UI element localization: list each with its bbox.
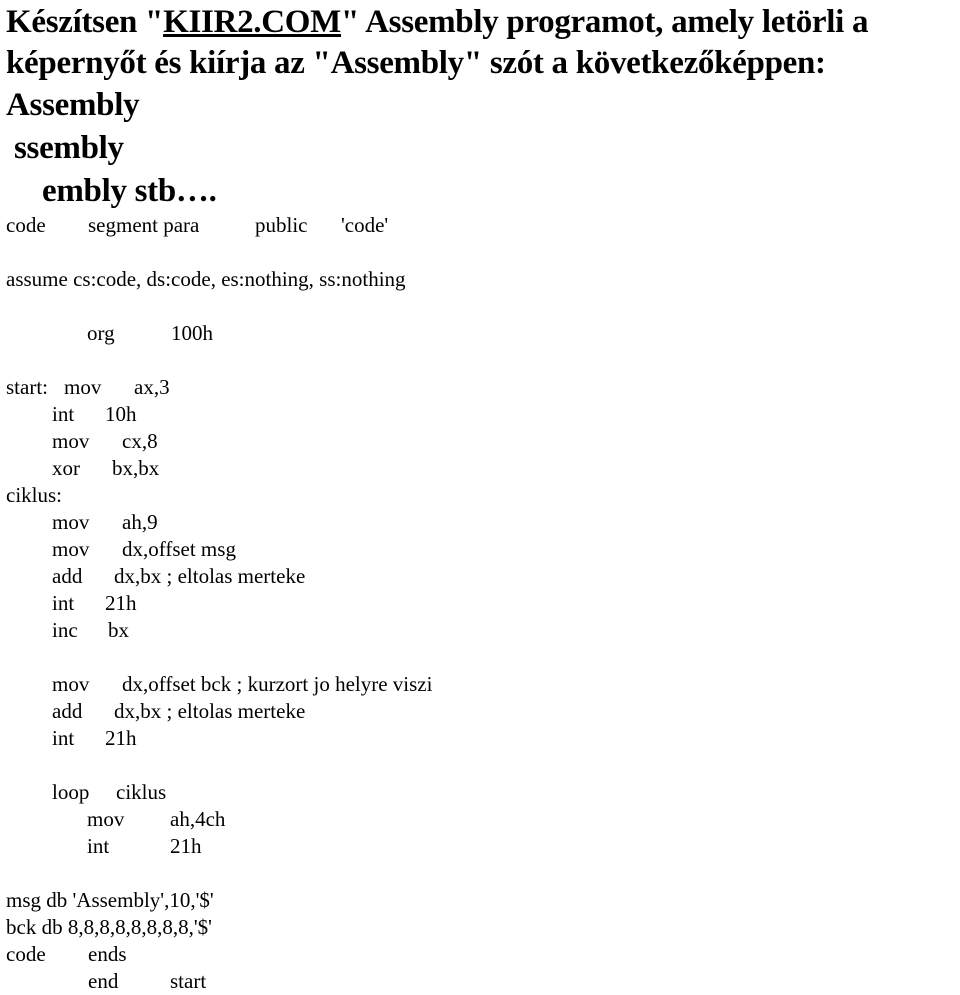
code-token: inc xyxy=(52,618,78,642)
code-token: end xyxy=(88,969,119,993)
code-line-6 xyxy=(52,428,158,455)
heading-line-5: embly stb…. xyxy=(42,173,217,209)
code-line-16 xyxy=(52,725,137,752)
kiir2-com-link[interactable]: KIIR2.COM xyxy=(163,4,341,40)
code-token: add xyxy=(52,699,83,723)
code-token: public xyxy=(255,213,308,237)
code-token: mov xyxy=(64,375,102,399)
code-token: dx,offset bck ; kurzort jo helyre viszi xyxy=(122,672,433,696)
code-line-13 xyxy=(52,617,129,644)
code-token: 'code' xyxy=(341,213,389,237)
code-line-11 xyxy=(52,563,305,590)
heading-line-1-pre: Készítsen " xyxy=(6,4,164,40)
code-token: 21h xyxy=(170,834,202,858)
code-token: bx xyxy=(108,618,129,642)
code-line-18 xyxy=(87,806,225,833)
heading-line-3: Assembly xyxy=(6,87,140,123)
code-token: mov xyxy=(52,537,90,561)
code-token: 21h xyxy=(105,726,137,750)
code-line-21: bck db 8,8,8,8,8,8,8,8,'$' xyxy=(6,915,212,939)
code-token: mov xyxy=(52,510,90,534)
code-token: ax,3 xyxy=(134,375,170,399)
code-token: 21h xyxy=(105,591,137,615)
code-line-8: ciklus: xyxy=(6,483,62,507)
heading-line-2: képernyőt és kiírja az "Assembly" szót a következőképpen: xyxy=(6,45,826,81)
code-line-1 xyxy=(6,212,388,239)
heading-line-1 xyxy=(6,0,868,44)
code-token: org xyxy=(87,321,115,345)
code-line-12 xyxy=(52,590,137,617)
code-token: cx,8 xyxy=(122,429,158,453)
code-line-20: msg db 'Assembly',10,'$' xyxy=(6,888,214,912)
code-line-14 xyxy=(52,671,432,698)
code-token: mov xyxy=(87,807,125,831)
code-line-23 xyxy=(88,968,206,995)
code-line-19 xyxy=(87,833,202,860)
heading-line-4: ssembly xyxy=(14,130,124,166)
code-line-15 xyxy=(52,698,305,725)
code-line-22 xyxy=(6,941,127,968)
heading-line-1-post: " Assembly programot, amely letörli a xyxy=(340,4,869,40)
code-token: 10h xyxy=(105,402,137,426)
code-token: dx,bx ; eltolas merteke xyxy=(114,564,306,588)
code-line-10 xyxy=(52,536,236,563)
code-line-3 xyxy=(87,320,213,347)
code-token: ah,4ch xyxy=(170,807,226,831)
code-token: ends xyxy=(88,942,127,966)
code-line-5 xyxy=(52,401,137,428)
code-token: add xyxy=(52,564,83,588)
code-token: ciklus xyxy=(116,780,167,804)
code-token: bx,bx xyxy=(112,456,160,480)
code-token: loop xyxy=(52,780,90,804)
code-line-9 xyxy=(52,509,158,536)
code-token: dx,offset msg xyxy=(122,537,236,561)
code-token: mov xyxy=(52,672,90,696)
code-line-17 xyxy=(52,779,166,806)
code-token: start xyxy=(170,969,207,993)
code-line-4 xyxy=(6,374,170,401)
code-token: mov xyxy=(52,429,90,453)
code-token: code xyxy=(6,942,46,966)
code-token: int xyxy=(52,402,75,426)
code-token: start: xyxy=(6,375,48,399)
code-token: code xyxy=(6,213,46,237)
code-token: int xyxy=(52,726,75,750)
code-token: segment para xyxy=(88,213,200,237)
code-token: int xyxy=(87,834,110,858)
code-token: ah,9 xyxy=(122,510,158,534)
code-line-2: assume cs:code, ds:code, es:nothing, ss:nothing xyxy=(6,267,406,291)
code-token: dx,bx ; eltolas merteke xyxy=(114,699,306,723)
code-token: 100h xyxy=(171,321,213,345)
code-token: xor xyxy=(52,456,80,480)
code-token: int xyxy=(52,591,75,615)
code-line-7 xyxy=(52,455,159,482)
